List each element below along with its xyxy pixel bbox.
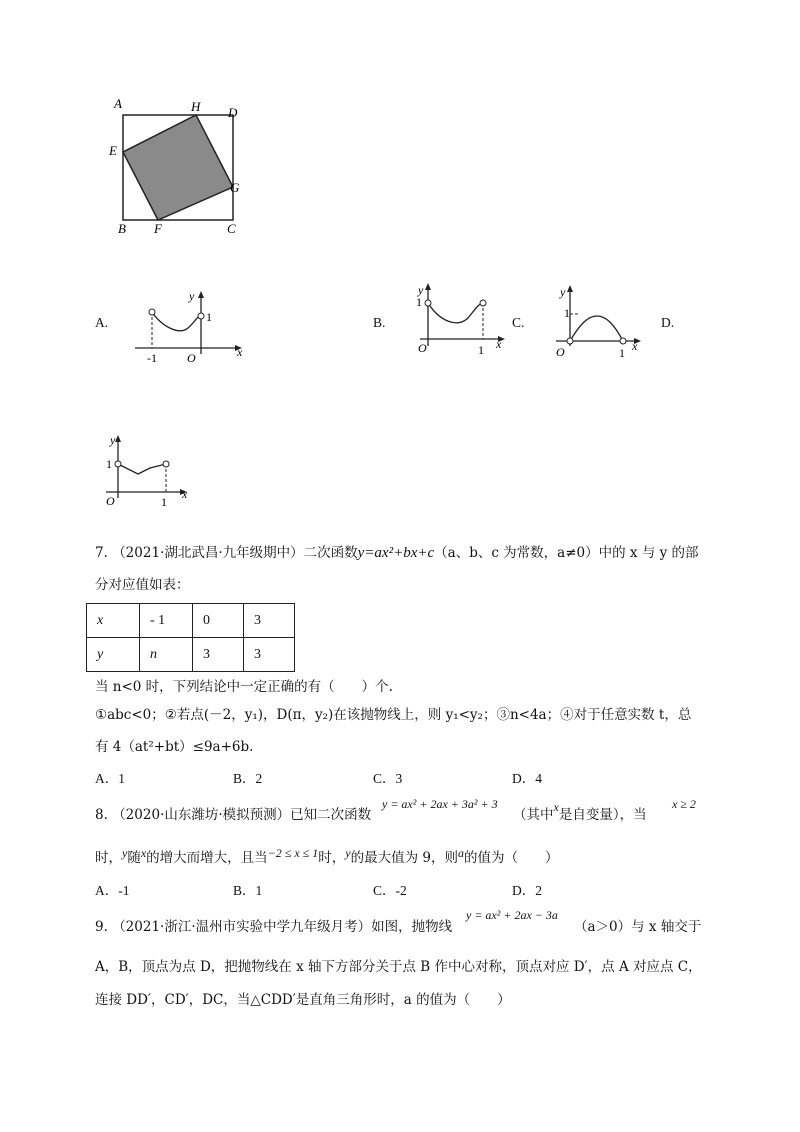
q6-graph-d	[100, 432, 200, 512]
label-H: H	[191, 99, 201, 114]
q7-value-table	[86, 603, 295, 672]
q7-statements-line1: ①abc<0；②若点(－2，y₁)，D(π，y₂)在该抛物线上，则 y₁<y₂；③n<4a；④对于任意实数 t，总	[95, 707, 692, 723]
q8-option-c: C．-2	[373, 883, 407, 898]
label-D: D	[228, 105, 238, 120]
q9-formula: y = ax² + 2ax − 3a	[466, 908, 558, 922]
q9-condition: （a＞0）与 x 轴交于	[574, 919, 702, 935]
label-G: G	[230, 180, 240, 195]
q6-graph-a	[125, 290, 245, 365]
svg-text:y: y	[418, 283, 424, 297]
q8-formula: y = ax² + 2ax + 3a² + 3	[382, 797, 498, 811]
svg-text:O: O	[106, 494, 115, 508]
q6-option-a-label: A.	[95, 315, 109, 330]
q7-stem-line1: 7. （2021·湖北武昌·九年级期中）二次函数y=ax²+bx+c（a、b、c 为常数，a≠0）中的 x 与 y 的部	[95, 545, 699, 561]
q8-condition-formula: x ≥ 2	[672, 797, 696, 811]
curve-d	[118, 464, 166, 474]
svg-text:1: 1	[106, 457, 112, 471]
table-row: x - 1 0 3	[87, 604, 295, 638]
curve-a	[152, 312, 201, 331]
svg-text:O: O	[418, 341, 427, 355]
svg-text:x: x	[632, 339, 638, 353]
q8-option-b: B．1	[233, 883, 263, 898]
q8-range: −2 ≤ x ≤ 1	[267, 846, 319, 860]
q8-note: （其中x是自变量），当	[513, 800, 647, 823]
svg-text:x: x	[182, 487, 188, 501]
q6-option-c-label: C.	[512, 315, 525, 330]
label-E: E	[109, 143, 117, 158]
q7-condition: 当 n<0 时，下列结论中一定正确的有（ ）个.	[95, 679, 393, 695]
q7-option-c: C．3	[373, 771, 403, 786]
q9-stem-line2: A，B，顶点为点 D，把抛物线在 x 轴下方部分关于点 B 作中心对称，顶点对应 D′，点 A 对应点 C，	[95, 959, 702, 975]
svg-text:1: 1	[416, 295, 422, 309]
svg-text:y: y	[110, 433, 116, 447]
q7-formula: y=ax²+bx+c	[357, 545, 435, 561]
q8-stem-line1: 8. （2020·山东潍坊·模拟预测）已知二次函数	[95, 807, 372, 823]
svg-text:1: 1	[478, 343, 484, 357]
q6-option-d-label: D.	[661, 315, 675, 330]
svg-text:1: 1	[161, 495, 167, 509]
label-C: C	[227, 221, 236, 236]
q7-statements-line2: 有 4（at²+bt）≤9a+6b.	[95, 739, 254, 755]
label-A: A	[114, 96, 122, 111]
curve-b	[428, 303, 483, 323]
svg-text:1: 1	[619, 346, 625, 360]
q8-stem-line2: 时，y随x的增大而增大，且当−2 ≤ x ≤ 1时，y的最大值为 9，则a的值为（ ）	[95, 846, 559, 866]
svg-text:O: O	[187, 351, 196, 365]
q7-option-a: A．1	[95, 771, 125, 786]
q8-option-a: A．-1	[95, 883, 130, 898]
q6-graph-c	[550, 282, 650, 362]
square-figure	[100, 95, 260, 245]
q8-option-d: D．2	[512, 883, 542, 898]
svg-text:y: y	[560, 285, 566, 299]
q6-option-b-label: B.	[373, 315, 386, 330]
q7-stem-line2: 分对应值如表：	[95, 577, 190, 593]
label-B: B	[118, 221, 126, 236]
table-row: y n 3 3	[87, 638, 295, 672]
svg-text:1: 1	[564, 306, 570, 320]
svg-text:1: 1	[206, 310, 212, 324]
q9-stem-line1: 9. （2021·浙江·温州市实验中学九年级月考）如图，抛物线	[95, 919, 453, 935]
q7-option-b: B．2	[233, 771, 263, 786]
q7-option-d: D．4	[512, 771, 542, 786]
q6-graph-b	[410, 280, 510, 360]
label-F: F	[154, 221, 162, 236]
svg-text:-1: -1	[147, 351, 157, 365]
shaded-square-ehgf	[123, 115, 233, 220]
curve-c	[570, 316, 623, 341]
svg-text:O: O	[556, 345, 565, 359]
svg-text:x: x	[237, 345, 243, 359]
svg-text:x: x	[496, 337, 502, 351]
svg-text:y: y	[189, 289, 195, 303]
q9-stem-line3: 连接 DD′，CD′，DC，当△CDD′是直角三角形时，a 的值为（ ）	[95, 992, 511, 1008]
